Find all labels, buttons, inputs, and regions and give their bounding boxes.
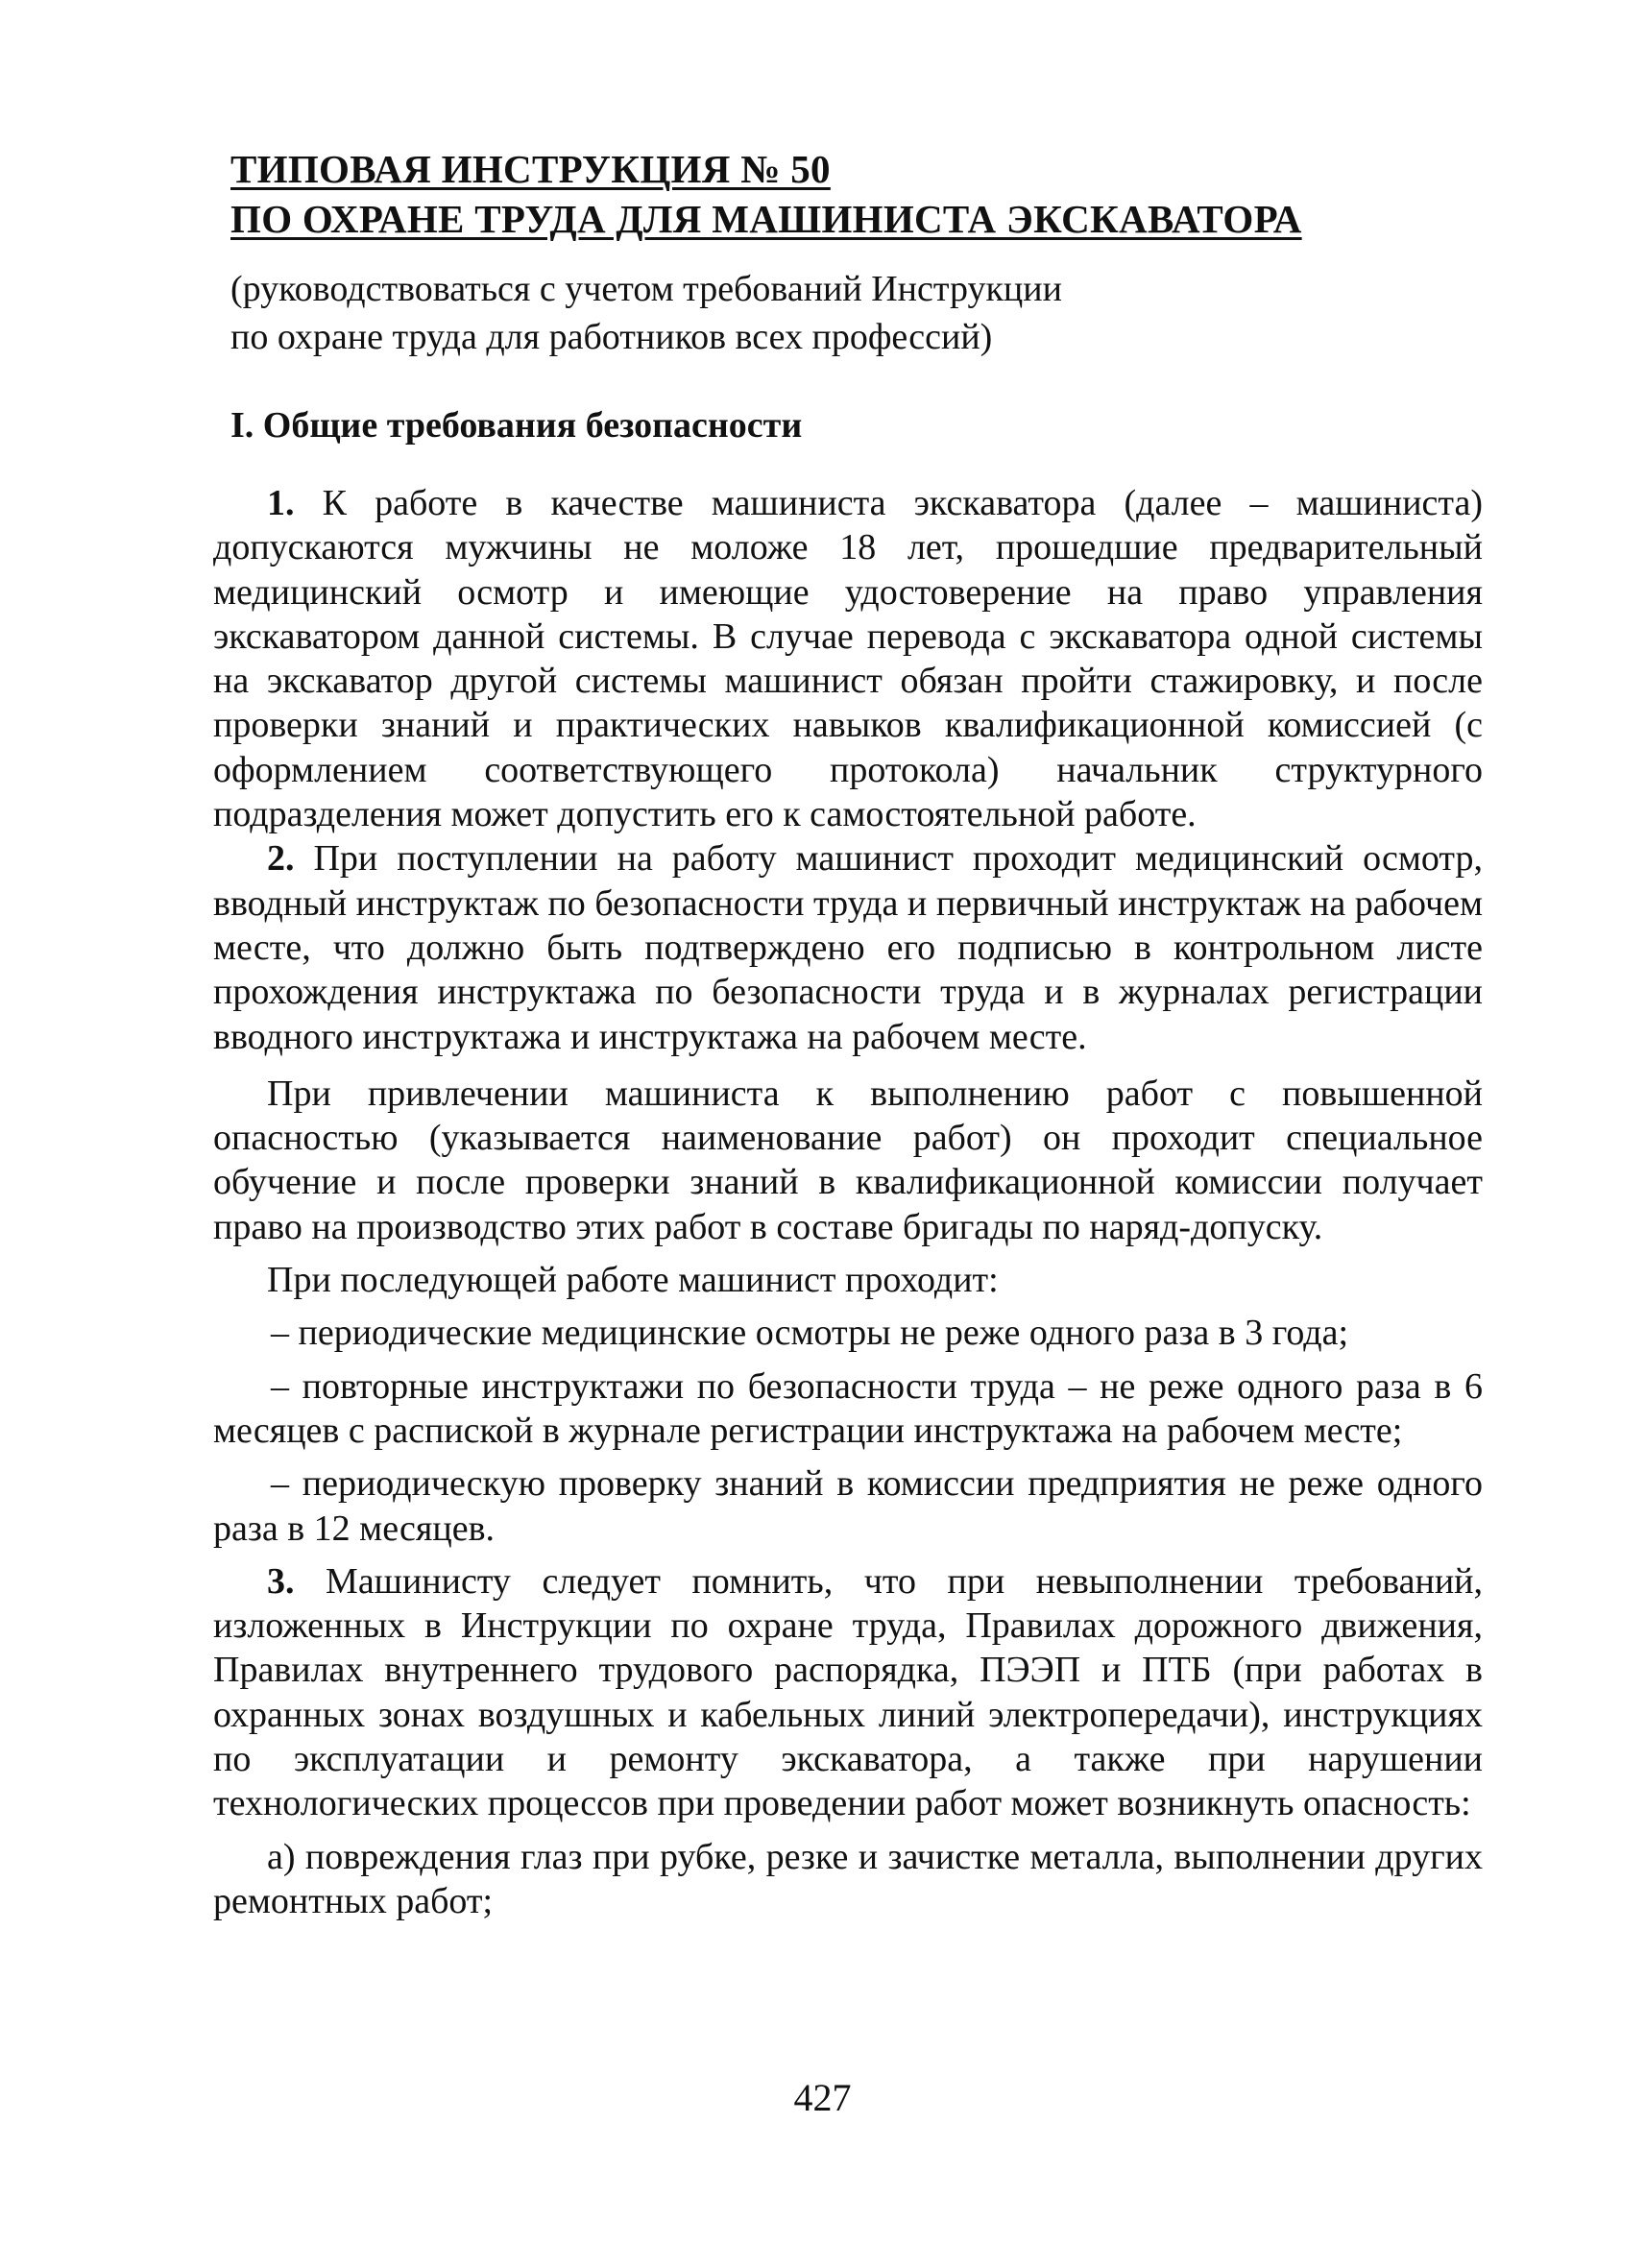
list-item-text: – периодическую проверку знаний в комиссии предприятия не реже одного раза в 12 месяцев. xyxy=(213,1463,1483,1549)
title-line-1: ТИПОВАЯ ИНСТРУКЦИЯ № 50 xyxy=(230,147,831,191)
paragraph-text: Машинисту следует помнить, что при невыполнении требований, изложенных в Инструкции по охране труда, Правилах дорожного движения, Правилах внутреннего трудового распорядка, ПЭЭП и ПТБ (при работах в охранных зонах воздушных и кабельных линий электропередачи), инструкциях по эксплуатации и ремонту экскаватора, а также при нарушении технологических процессов при проведении работ может возникнуть опасность: xyxy=(213,1560,1483,1824)
paragraph-text: При последующей работе машинист проходит: xyxy=(267,1260,999,1301)
list-item xyxy=(213,1835,1483,1924)
paragraph-3 xyxy=(213,1559,1483,1826)
paragraph-1 xyxy=(213,481,1483,836)
paragraph-text: При поступлении на работу машинист проходит медицинский осмотр, вводный инструктаж по безопасности труда и первичный инструктаж на рабочем месте, что должно быть подтверждено его подписью в контрольном листе прохождения инструктажа по безопасности труда и в журналах регистрации вводного инструктажа и инструктажа на рабочем месте. xyxy=(213,838,1483,1057)
page-content xyxy=(213,144,1483,1923)
paragraph-2 xyxy=(213,836,1483,1058)
list-item xyxy=(213,1311,1483,1355)
paragraph-number: 1. xyxy=(267,483,295,523)
section-heading: I. Общие требования безопасности xyxy=(230,405,803,446)
paragraph-number: 2. xyxy=(267,838,295,880)
paragraph-text: При привлечении машиниста к выполнению работ с повышенной опасностью (указывается наименование работ) он проходит специальное обучение и после проверки знаний в квалификационной комиссии получает право на производство этих работ в составе бригады по наряд-допуску. xyxy=(213,1073,1483,1247)
paragraph-hazardous-work xyxy=(213,1072,1483,1249)
list-item xyxy=(213,1461,1483,1551)
paragraph-number: 3. xyxy=(267,1560,295,1602)
document-title xyxy=(230,144,1483,244)
subtitle-line-2: по охране труда для работников всех профессий) xyxy=(230,317,993,357)
document-subtitle xyxy=(230,265,1483,361)
page-number: 427 xyxy=(793,2076,852,2119)
paragraph-text: К работе в качестве машиниста экскаватора (далее – машиниста) допускаются мужчины не моложе 18 лет, прошедшие предварительный медицинский осмотр и имеющие удостоверение на право управления экскаватором данной системы. В случае перевода с экскаватора одной системы на экскаватор другой системы машинист обязан пройти стажировку, и после проверки знаний и практических навыков квалификационной комиссией (с оформлением соответствующего протокола) начальник структурного подразделения может допустить его к самостоятельной работе. xyxy=(213,483,1483,835)
list-item-text: – повторные инструктажи по безопасности труда – не реже одного раза в 6 месяцев с распиской в журнале регистрации инструктажа на рабочем месте; xyxy=(213,1365,1483,1451)
subtitle-line-1: (руководствоваться с учетом требований Инструкции xyxy=(230,269,1062,309)
list-item-text: а) повреждения глаз при рубке, резке и зачистке металла, выполнении других ремонтных работ; xyxy=(213,1836,1483,1921)
list-item-text: – периодические медицинские осмотры не реже одного раза в 3 года; xyxy=(271,1313,1349,1354)
title-line-2: ПО ОХРАНЕ ТРУДА ДЛЯ МАШИНИСТА ЭКСКАВАТОРА xyxy=(230,197,1302,241)
body-text xyxy=(213,481,1483,1923)
paragraph-subsequent-work xyxy=(213,1258,1483,1302)
list-item xyxy=(213,1364,1483,1454)
